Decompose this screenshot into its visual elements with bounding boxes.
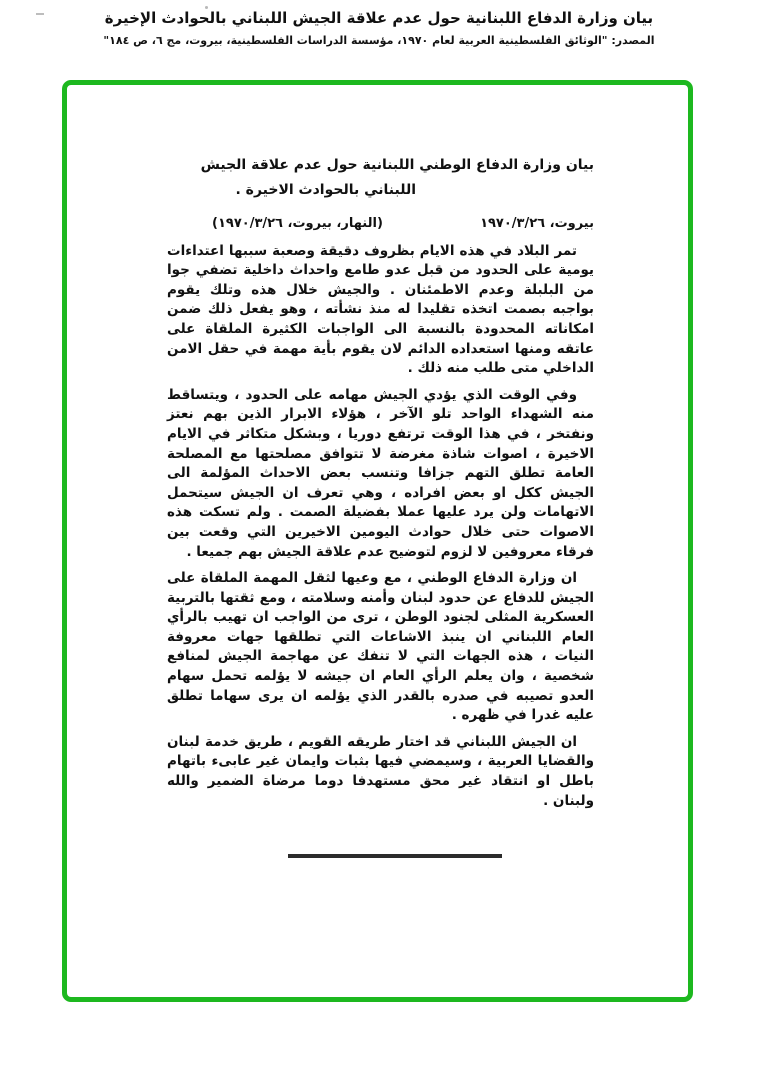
document-title-line: اللبناني بالحوادث الاخيرة . xyxy=(235,181,416,198)
paragraph: ان وزارة الدفاع الوطني ، مع وعيها لثقل المهمة الملقاة على الجيش للدفاع عن حدود لبنان وأمنه وسلامته ، ومع ثقتها بالتربية العسكرية المثلى لجنود الوطن ، ترى من الواجب ان تهيب بالرأي العام اللبناني ان ينبذ الاشاعات التي تطلقها جهات معروفة النيات ، هذه الجهات التي لا تنفك عن مهاجمة الجيش لمنافع شخصية ، وان يعلم الرأي العام ان جيشه لا يؤلمه تحمل سهام العدو تصيبه في صدره بالقدر الذي يؤلمه ان يرى سهاما تطلق عليه غدرا في ظهره . xyxy=(167,570,594,724)
document-title xyxy=(167,153,594,203)
document-frame xyxy=(62,80,693,1002)
paragraph: تمر البلاد في هذه الايام بظروف دقيقة وصعبة سببها اعتداءات يومية على الحدود من قبل عدو طامع واحداث داخلية تضفي جوا من البلبلة وعدم الاطمئنان . والجيش خلال هذه وتلك يقوم بواجبه بصمت اتخذه تقليدا له منذ نشأته ، وهو يفعل ذلك ضمن امكاناته المحدودة بالنسبة الى الواجبات الكثيرة الملقاة على عاتقه ومنها استعداده الدائم لان يقوم بأية مهمة في حقل الامن الداخلي متى طلب منه ذلك . xyxy=(167,242,594,377)
document-title-line: بيان وزارة الدفاع الوطني اللبنانية حول عدم علاقة الجيش xyxy=(200,156,594,173)
dateline-newspaper-ref: (النهار، بيروت، ١٩٧٠/٣/٢٦) xyxy=(212,215,383,231)
paragraph: وفي الوقت الذي يؤدي الجيش مهامه على الحدود ، ويتساقط منه الشهداء الواحد تلو الآخر ، هؤلاء الابرار الذين بهم نعتز ونفتخر ، في هذا الوقت ترتفع دوريا ، وبشكل متكاثر في الايام الاخيرة ، اصوات شاذة مغرضة لا تتوافق مصلحتها مع المصلحة العامة تطلق التهم جزافا وتنسب بعض الاحداث المؤلمة الى الجيش ككل او بعض افراده ، وهي تعرف ان الجيش سيتحمل الاتهامات ولن يرد عليها عملا بفضيلة الصمت . ولم تسكت هذه الاصوات حتى خلال حوادث اليومين الاخيرين التي وقعت بين فرقاء معروفين لا لزوم لتوضيح عدم علاقة الجيش بهم جميعا . xyxy=(167,386,594,560)
document-body xyxy=(67,85,688,858)
dateline xyxy=(167,216,594,231)
page-title: بيان وزارة الدفاع اللبنانية حول عدم علاقة الجيش اللبناني بالحوادث الإخيرة xyxy=(104,9,654,27)
document-text xyxy=(167,242,594,812)
source-citation: المصدر: "الوثائق الفلسطينية العربية لعام ١٩٧٠، مؤسسة الدراسات الفلسطينية، بيروت، مج ٦، ص ١٨٤" xyxy=(103,34,655,47)
page-header xyxy=(0,6,758,47)
dateline-place-date: بيروت، ١٩٧٠/٣/٢٦ xyxy=(480,215,594,231)
end-divider xyxy=(288,854,502,858)
paragraph: ان الجيش اللبناني قد اختار طريقه القويم ، طريق خدمة لبنان والقضايا العربية ، وسيمضي فيها بثبات وايمان غير عابىء باتهام باطل او انتقاد غير محق مستهدفا دوما مرضاة الضمير والله ولبنان . xyxy=(167,733,594,809)
